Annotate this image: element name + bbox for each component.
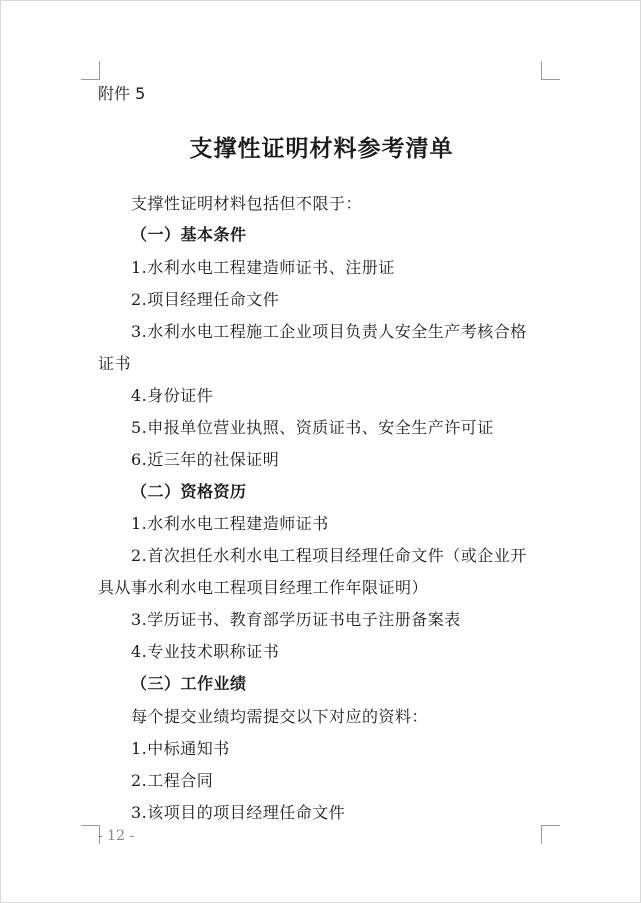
list-item: 1.水利水电工程建造师证书	[131, 514, 329, 533]
list-item: 2.项目经理任命文件	[131, 290, 280, 309]
section-heading-work-performance: （三）工作业绩	[131, 674, 247, 693]
section-heading-basic-conditions: （一）基本条件	[131, 225, 247, 244]
section-heading-qualifications: （二）资格资历	[131, 482, 247, 501]
list-item: 3.该项目的项目经理任命文件	[131, 803, 346, 822]
list-item: 5.申报单位营业执照、资质证书、安全生产许可证	[131, 418, 494, 437]
list-item: 4.身份证件	[131, 386, 214, 405]
list-item: 3.学历证书、教育部学历证书电子注册备案表	[131, 610, 461, 629]
list-item: 2.工程合同	[131, 771, 214, 790]
attachment-label: 附件 5	[98, 84, 146, 103]
list-item: 1.水利水电工程建造师证书、注册证	[131, 258, 395, 277]
list-item: 2.首次担任水利水电工程项目经理任命文件（或企业开	[131, 546, 527, 565]
page-number: - 12 -	[98, 828, 135, 844]
list-item: 4.专业技术职称证书	[131, 642, 280, 661]
section-intro-text: 每个提交业绩均需提交以下对应的资料：	[131, 707, 429, 726]
crop-mark-bottom-right	[541, 825, 560, 844]
intro-text: 支撑性证明材料包括但不限于：	[131, 194, 363, 213]
list-item: 1.中标通知书	[131, 739, 230, 758]
list-item-continuation: 具从事水利水电工程项目经理工作年限证明）	[98, 578, 429, 597]
crop-mark-top-left	[81, 61, 100, 80]
list-item: 3.水利水电工程施工企业项目负责人安全生产考核合格	[131, 322, 527, 341]
crop-mark-top-right	[541, 61, 560, 80]
document-title: 支撑性证明材料参考清单	[189, 135, 454, 162]
list-item: 6.近三年的社保证明	[131, 450, 280, 469]
list-item-continuation: 证书	[98, 354, 132, 373]
